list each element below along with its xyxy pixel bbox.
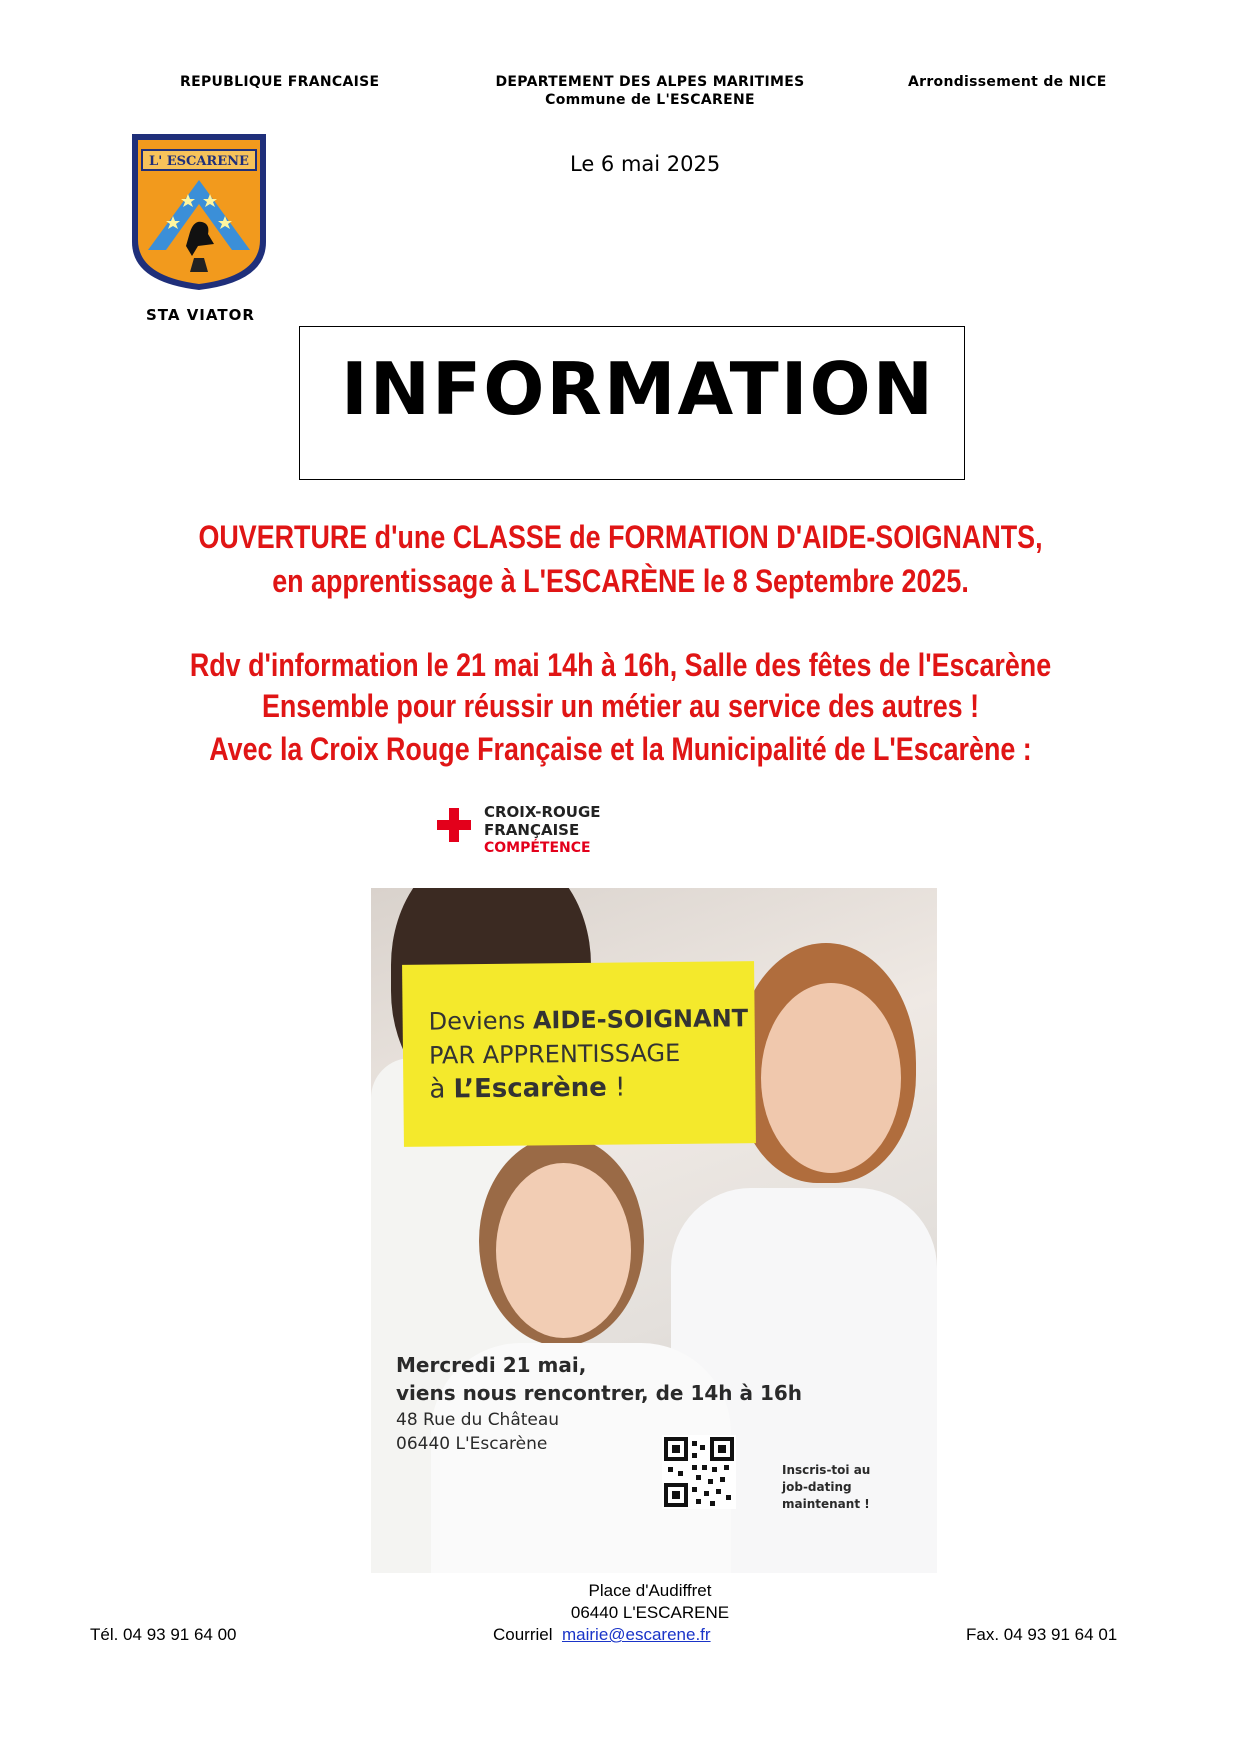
header-center-line1: DEPARTEMENT DES ALPES MARITIMES bbox=[495, 74, 805, 90]
announcement-line3: Rdv d'information le 21 mai 14h à 16h, Salle des fêtes de l'Escarène bbox=[189, 647, 1052, 683]
poster-header bbox=[371, 775, 937, 888]
headline-post3: ! bbox=[606, 1072, 626, 1103]
header-center-line2: Commune de L'ESCARENE bbox=[545, 92, 755, 108]
page-title: INFORMATION bbox=[340, 347, 936, 431]
event-line2: viens nous rencontrer, de 14h à 16h bbox=[396, 1381, 803, 1405]
logo-line1: CROIX-ROUGE bbox=[484, 803, 601, 821]
footer-fax: Fax. 04 93 91 64 01 bbox=[966, 1625, 1118, 1644]
poster-headline-box bbox=[402, 961, 756, 1147]
crest-motto: STA VIATOR bbox=[146, 306, 255, 324]
red-cross-icon bbox=[437, 808, 471, 842]
announcement-line2: en apprentissage à L'ESCARÈNE le 8 Septembre 2025. bbox=[272, 563, 969, 599]
address-line2: 06440 L'Escarène bbox=[396, 1434, 548, 1454]
title-box bbox=[299, 326, 965, 480]
cta-line3: maintenant ! bbox=[782, 1497, 870, 1511]
cta-line1: Inscris-toi au bbox=[782, 1463, 871, 1477]
footer-address-line2: 06440 L'ESCARENE bbox=[570, 1603, 730, 1622]
event-line1: Mercredi 21 mai, bbox=[396, 1353, 587, 1377]
logo-line2: FRANÇAISE bbox=[484, 821, 580, 839]
header-right: Arrondissement de NICE bbox=[908, 74, 1107, 90]
headline-bold3: L’Escarène bbox=[453, 1072, 607, 1105]
headline-pre: Deviens bbox=[428, 1006, 534, 1036]
footer-mail-link[interactable]: mairie@escarene.fr bbox=[561, 1625, 711, 1644]
cta-line2: job-dating bbox=[782, 1480, 852, 1494]
crest-banner: L' ESCARENE bbox=[149, 154, 249, 169]
qr-code-icon[interactable] bbox=[662, 1435, 736, 1509]
crest-icon bbox=[128, 132, 270, 292]
header-left: REPUBLIQUE FRANCAISE bbox=[180, 74, 380, 90]
footer-address-line1: Place d'Audiffret bbox=[588, 1581, 712, 1600]
footer-tel: Tél. 04 93 91 64 00 bbox=[90, 1625, 237, 1644]
address-line1: 48 Rue du Château bbox=[396, 1410, 560, 1430]
headline-line2: PAR APPRENTISSAGE bbox=[428, 1038, 681, 1070]
logo-line3: COMPÉTENCE bbox=[484, 840, 591, 856]
document-date: Le 6 mai 2025 bbox=[570, 152, 721, 176]
footer-mail-label: Courriel bbox=[493, 1625, 553, 1644]
announcement-line5: Avec la Croix Rouge Française et la Municipalité de L'Escarène : bbox=[209, 731, 1032, 767]
headline-pre3: à bbox=[429, 1074, 454, 1105]
announcement-line4: Ensemble pour réussir un métier au service des autres ! bbox=[261, 688, 980, 724]
headline-bold: AIDE-SOIGNANT bbox=[532, 1004, 749, 1035]
announcement-line1: OUVERTURE d'une CLASSE de FORMATION D'AIDE-SOIGNANTS, bbox=[198, 519, 1043, 555]
